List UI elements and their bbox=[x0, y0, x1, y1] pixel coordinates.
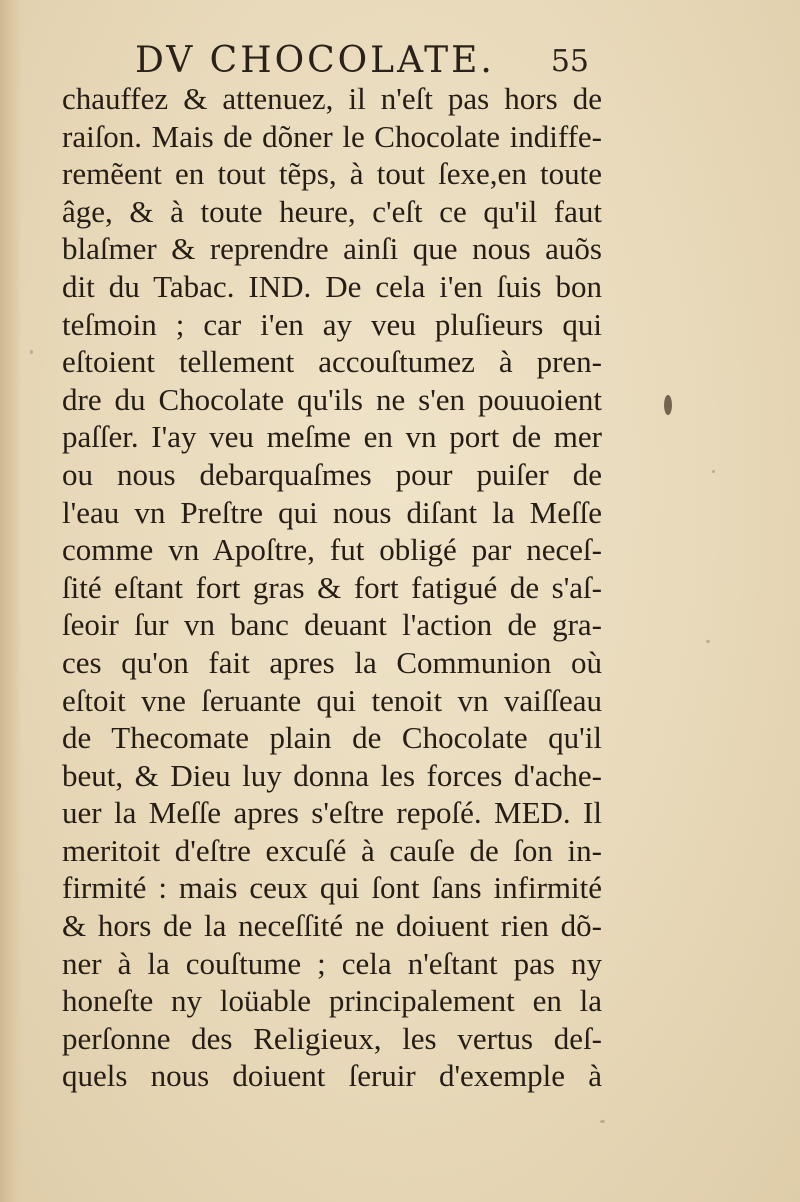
text-line: ner à la couſtume ; cela n'eſtant pas ny bbox=[62, 945, 602, 981]
text-line: meritoit d'eſtre excuſé à cauſe de ſon in- bbox=[62, 832, 602, 868]
text-line: paſſer. I'ay veu meſme en vn port de mer bbox=[62, 419, 602, 455]
paper-speck bbox=[30, 350, 33, 354]
text-line: ces qu'on fait apres la Communion où bbox=[62, 644, 602, 680]
text-line: beut, & Dieu luy donna les forces d'ache- bbox=[62, 757, 602, 793]
paper-speck bbox=[600, 1120, 605, 1123]
text-line: & hors de la neceſſité ne doiuent rien dõ- bbox=[62, 908, 602, 944]
text-line: de Thecomate plain de Chocolate qu'il bbox=[62, 720, 602, 756]
paper-speck bbox=[712, 470, 715, 473]
text-line: blaſmer & reprendre ainſi que nous auõs bbox=[62, 231, 602, 267]
page-gutter-shadow bbox=[0, 0, 22, 1202]
text-line: perſonne des Religieux, les vertus deſ- bbox=[62, 1020, 602, 1056]
text-line: raiſon. Mais de dõner le Chocolate indiffe- bbox=[62, 118, 602, 154]
text-line: dre du Chocolate qu'ils ne s'en pouuoient bbox=[62, 381, 602, 417]
text-line: l'eau vn Preſtre qui nous diſant la Meſſe bbox=[62, 494, 602, 530]
text-line: âge, & à toute heure, c'eſt ce qu'il faut bbox=[62, 193, 602, 229]
text-line: remẽent en tout tẽps, à tout ſexe,en toute bbox=[62, 156, 602, 192]
text-line: eſtoit vne ſeruante qui tenoit vn vaiſſeau bbox=[62, 682, 602, 718]
paper-speck bbox=[706, 640, 710, 643]
text-line: teſmoin ; car i'en ay veu pluſieurs qui bbox=[62, 306, 602, 342]
text-line: ſeoir ſur vn banc deuant l'action de gra- bbox=[62, 607, 602, 643]
page-number: 55 bbox=[550, 44, 589, 79]
text-line: comme vn Apoſtre, fut obligé par neceſ- bbox=[62, 532, 602, 568]
running-title: DV CHOCOLATE. bbox=[135, 40, 495, 81]
ink-blot bbox=[664, 395, 672, 415]
text-line: eſtoient tellement accouſtumez à pren- bbox=[62, 344, 602, 380]
body-text bbox=[62, 80, 602, 1095]
text-line: ſité eſtant fort gras & fort fatigué de s'aſ- bbox=[62, 569, 602, 605]
text-line: chauffez & attenuez, il n'eſt pas hors de bbox=[62, 81, 602, 116]
text-line: dit du Tabac. IND. De cela i'en ſuis bon bbox=[62, 268, 602, 304]
text-line: honeſte ny loüable principalement en la bbox=[62, 983, 602, 1019]
text-line: quels nous doiuent ſeruir d'exemple à bbox=[62, 1058, 602, 1094]
text-line: uer la Meſſe apres s'eſtre repoſé. MED. Il bbox=[62, 795, 602, 831]
text-line: firmité : mais ceux qui ſont ſans infirmité bbox=[62, 870, 602, 906]
text-line: ou nous debarquaſmes pour puiſer de bbox=[62, 456, 602, 492]
